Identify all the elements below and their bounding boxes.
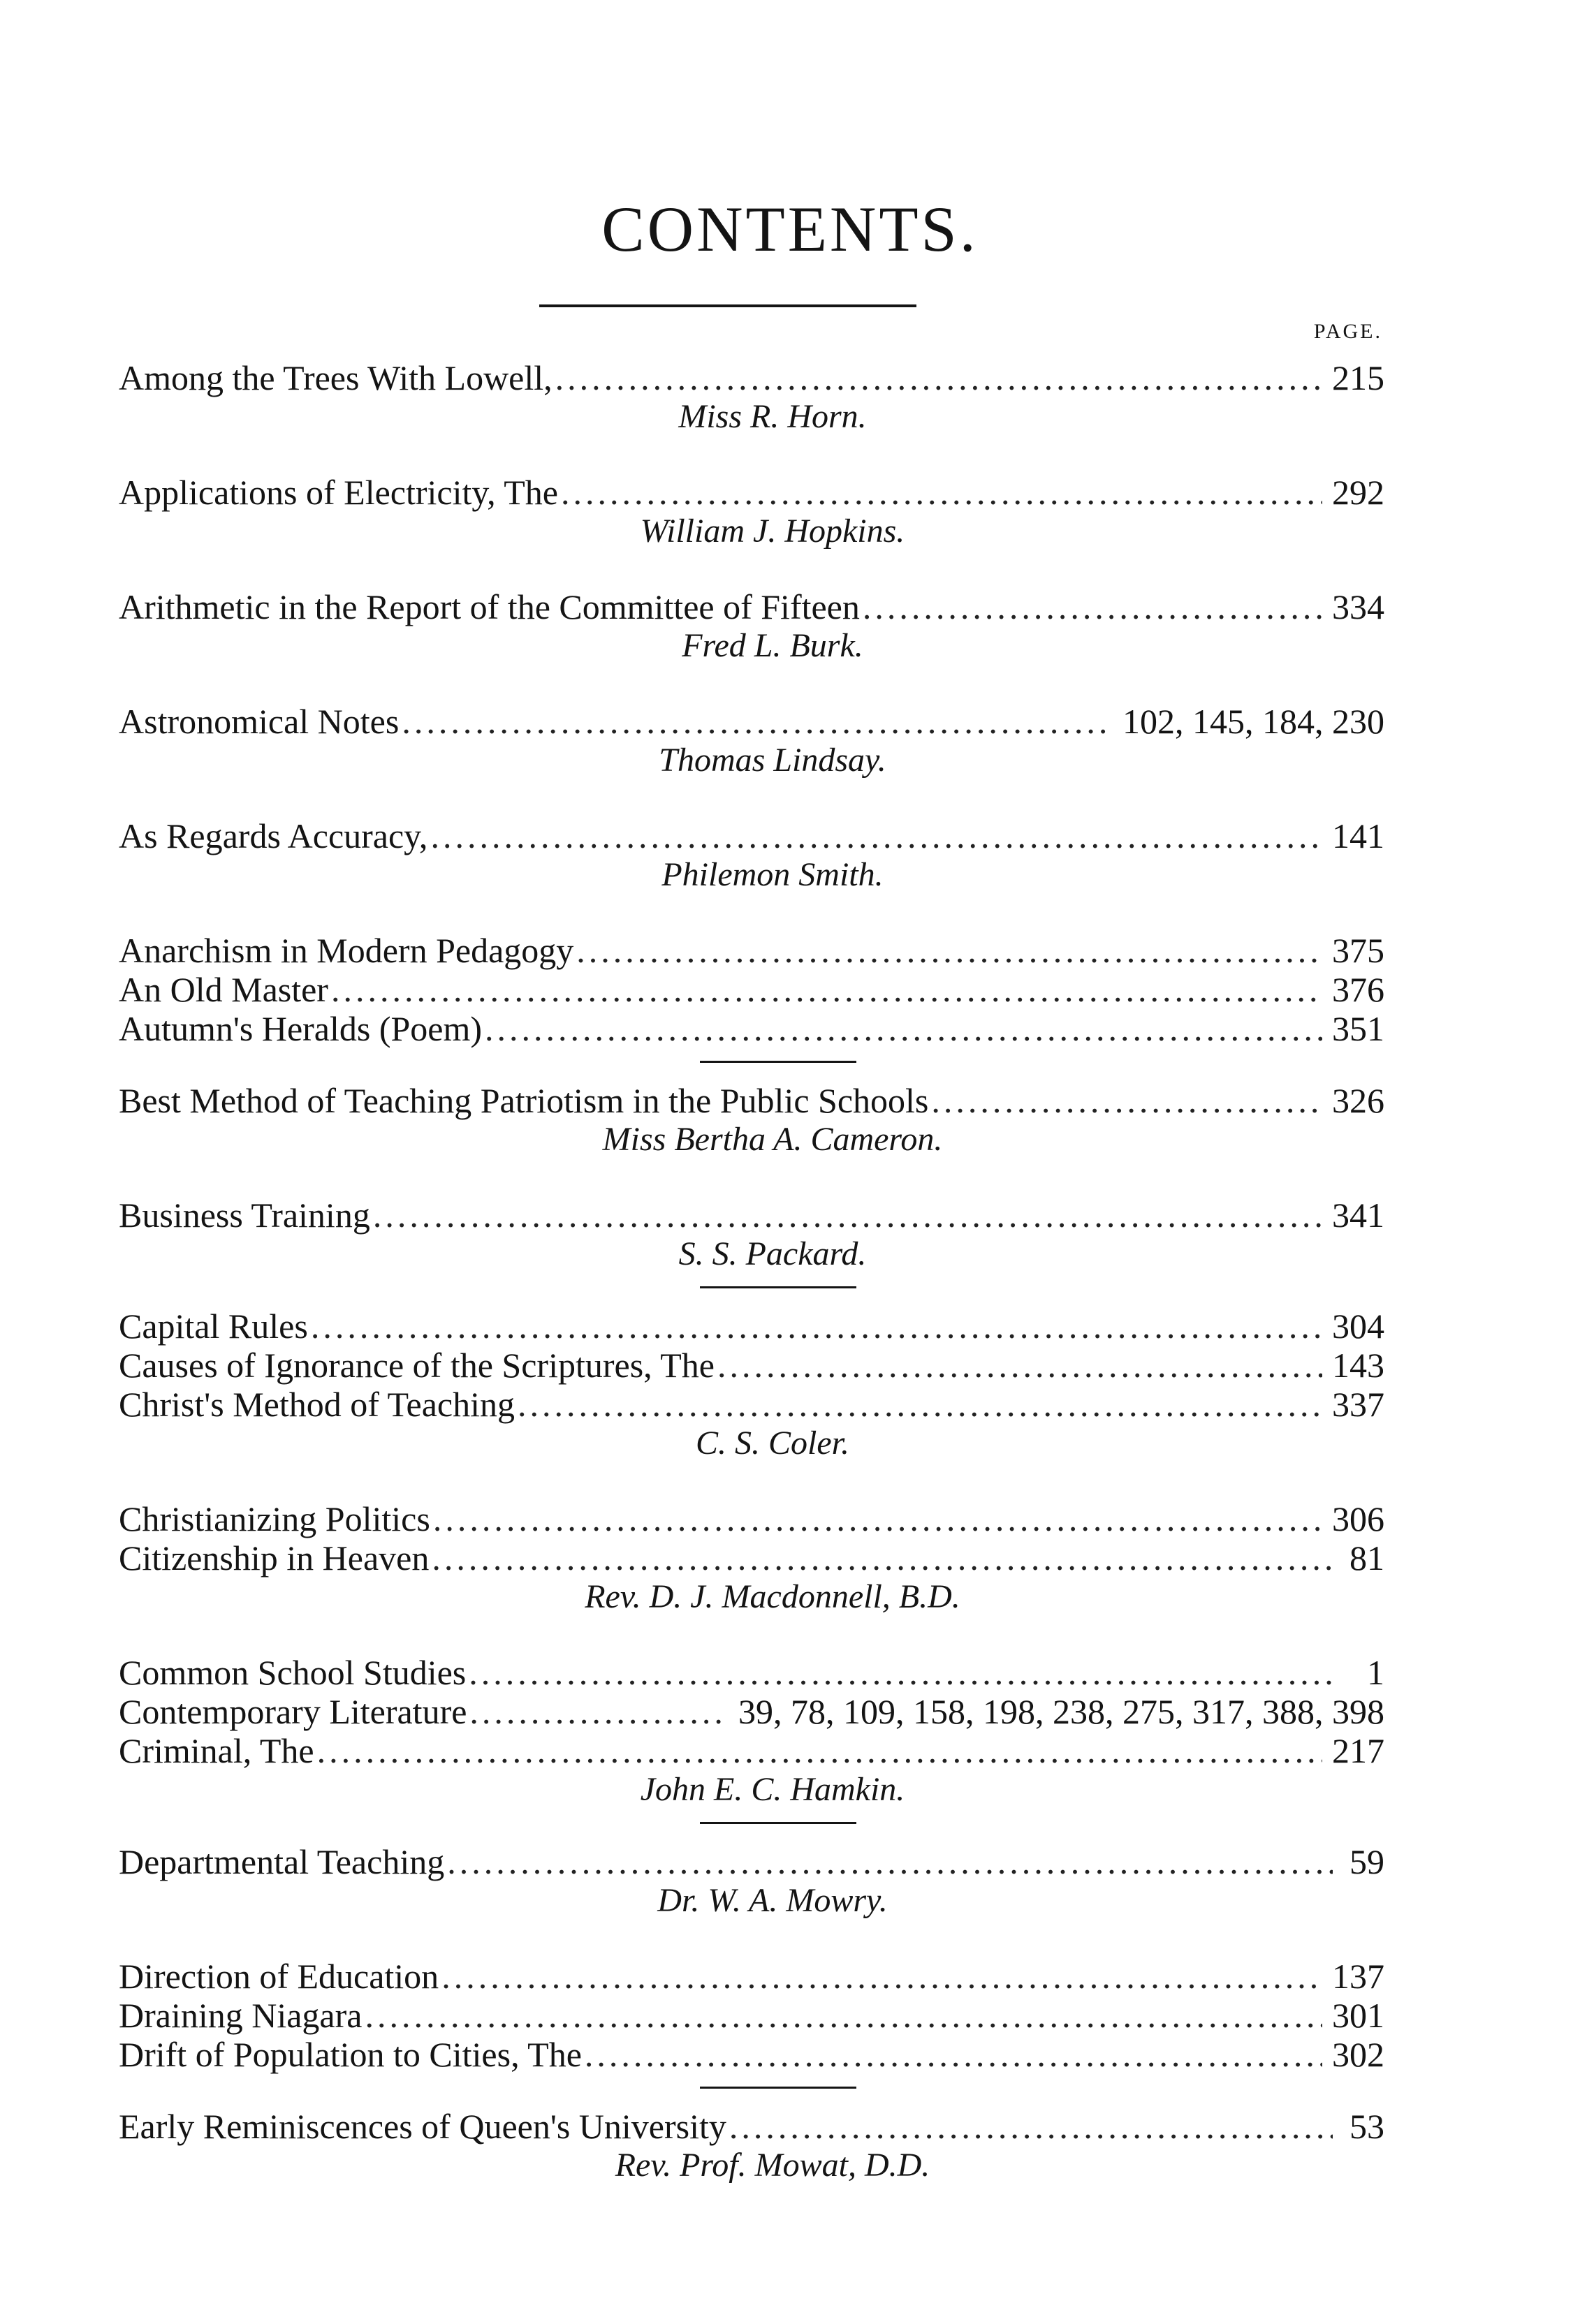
entry-title: Citizenship in Heaven: [119, 1538, 430, 1577]
entry-author: Thomas Lindsay.: [659, 742, 886, 779]
page-title: CONTENTS.: [601, 193, 979, 265]
leader-dots: [518, 1385, 1322, 1424]
contents-entry: [119, 970, 1384, 1009]
entry-page: 81: [1349, 1538, 1384, 1577]
entry-title: Applications of Electricity, The: [119, 473, 558, 512]
entry-page: 341: [1332, 1196, 1384, 1235]
leader-dots: [717, 1346, 1322, 1385]
entry-title: Early Reminiscences of Queen's University: [119, 2107, 726, 2146]
contents-entry: [119, 1653, 1384, 1692]
leader-dots: [433, 1499, 1322, 1538]
entry-author: Rev. D. J. Macdonnell, B.D.: [585, 1578, 960, 1615]
entry-author: C. S. Coler.: [695, 1425, 850, 1462]
entry-page: 326: [1332, 1081, 1384, 1120]
entry-title: Best Method of Teaching Patriotism in the Public Schools: [119, 1081, 929, 1120]
entry-title: Arithmetic in the Report of the Committee of Fifteen: [119, 587, 860, 626]
entry-title: Drift of Population to Cities, The: [119, 2035, 582, 2074]
entry-page: 376: [1332, 970, 1384, 1009]
entry-page: 143: [1332, 1346, 1384, 1385]
entry-title: Causes of Ignorance of the Scriptures, The: [119, 1346, 715, 1385]
entry-title: As Regards Accuracy,: [119, 816, 428, 855]
entry-page: 53: [1349, 2107, 1384, 2146]
entry-title: An Old Master: [119, 970, 328, 1009]
contents-entry: [119, 816, 1384, 855]
entry-page: 334: [1332, 587, 1384, 626]
leader-dots: [432, 1538, 1333, 1577]
entry-author: Dr. W. A. Mowry.: [657, 1882, 888, 1919]
page-column-heading: PAGE.: [1313, 320, 1382, 343]
entry-author: William J. Hopkins.: [640, 513, 905, 550]
contents-entry: [119, 1385, 1384, 1424]
section-divider: [700, 1286, 856, 1288]
entry-title: Anarchism in Modern Pedagogy: [119, 931, 574, 970]
entry-title: Christ's Method of Teaching: [119, 1385, 515, 1424]
contents-entry: [119, 931, 1384, 970]
entry-title: Christianizing Politics: [119, 1499, 430, 1538]
entry-title: Common School Studies: [119, 1653, 467, 1692]
entry-title: Departmental Teaching: [119, 1842, 445, 1881]
contents-entry: [119, 1957, 1384, 1996]
entry-page: 39, 78, 109, 158, 198, 238, 275, 317, 388, 398: [738, 1692, 1384, 1731]
section-divider: [700, 1061, 856, 1063]
entry-author: Miss R. Horn.: [678, 398, 867, 435]
leader-dots: [441, 1957, 1322, 1996]
entry-title: Criminal, The: [119, 1731, 314, 1770]
contents-entry: [119, 1009, 1384, 1048]
contents-list: [119, 358, 1384, 2185]
leader-dots: [373, 1196, 1322, 1235]
entry-page: 337: [1332, 1385, 1384, 1424]
leader-dots: [561, 473, 1322, 512]
entry-title: Direction of Education: [119, 1957, 439, 1996]
leader-dots: [365, 1996, 1322, 2035]
contents-entry: [119, 1196, 1384, 1235]
contents-entry: [119, 1307, 1384, 1346]
entry-page: 217: [1332, 1731, 1384, 1770]
contents-entry: [119, 1538, 1384, 1577]
entry-page: 351: [1332, 1009, 1384, 1048]
contents-entry: [119, 1842, 1384, 1881]
contents-entry: [119, 1692, 1384, 1731]
entry-title: Business Training: [119, 1196, 370, 1235]
leader-dots: [430, 816, 1322, 855]
contents-entry: [119, 1996, 1384, 2035]
contents-entry: [119, 1346, 1384, 1385]
entry-page: 306: [1332, 1499, 1384, 1538]
entry-author: Fred L. Burk.: [682, 627, 863, 664]
entry-page: 141: [1332, 816, 1384, 855]
contents-entry: [119, 1731, 1384, 1770]
entry-page: 59: [1349, 1842, 1384, 1881]
section-divider: [700, 1822, 856, 1824]
title-divider: [539, 304, 916, 307]
contents-entry: [119, 702, 1384, 741]
leader-dots: [402, 702, 1113, 741]
entry-author: John E. C. Hamkin.: [640, 1771, 905, 1808]
entry-title: Among the Trees With Lowell,: [119, 358, 553, 397]
entry-page: 302: [1332, 2035, 1384, 2074]
entry-author: Rev. Prof. Mowat, D.D.: [615, 2147, 930, 2184]
leader-dots: [555, 358, 1322, 397]
entry-author: S. S. Packard.: [678, 1235, 867, 1272]
leader-dots: [317, 1731, 1322, 1770]
entry-page: 375: [1332, 931, 1384, 970]
entry-title: Autumn's Heralds (Poem): [119, 1009, 483, 1048]
entry-title: Contemporary Literature: [119, 1692, 467, 1731]
leader-dots: [469, 1653, 1333, 1692]
entry-title: Astronomical Notes: [119, 702, 400, 741]
leader-dots: [585, 2035, 1322, 2074]
leader-dots: [863, 587, 1322, 626]
contents-entry: [119, 358, 1384, 397]
entry-page: 301: [1332, 1996, 1384, 2035]
entry-page: 1: [1367, 1653, 1384, 1692]
contents-entry: [119, 473, 1384, 512]
entry-page: 292: [1332, 473, 1384, 512]
entry-page: 137: [1332, 1957, 1384, 1996]
leader-dots: [485, 1009, 1322, 1048]
entry-page: 102, 145, 184, 230: [1122, 702, 1384, 741]
contents-entry: [119, 1499, 1384, 1538]
contents-entry: [119, 587, 1384, 626]
leader-dots: [729, 2107, 1333, 2146]
leader-dots: [469, 1692, 729, 1731]
contents-entry: [119, 2035, 1384, 2074]
contents-entry: [119, 2107, 1384, 2146]
entry-title: Capital Rules: [119, 1307, 308, 1346]
leader-dots: [311, 1307, 1322, 1346]
section-divider: [700, 2087, 856, 2089]
leader-dots: [331, 970, 1322, 1009]
entry-author: Miss Bertha A. Cameron.: [602, 1121, 943, 1158]
entry-title: Draining Niagara: [119, 1996, 363, 2035]
contents-entry: [119, 1081, 1384, 1120]
leader-dots: [931, 1081, 1322, 1120]
entry-page: 304: [1332, 1307, 1384, 1346]
leader-dots: [576, 931, 1322, 970]
entry-page: 215: [1332, 358, 1384, 397]
entry-author: Philemon Smith.: [661, 856, 884, 893]
leader-dots: [447, 1842, 1333, 1881]
